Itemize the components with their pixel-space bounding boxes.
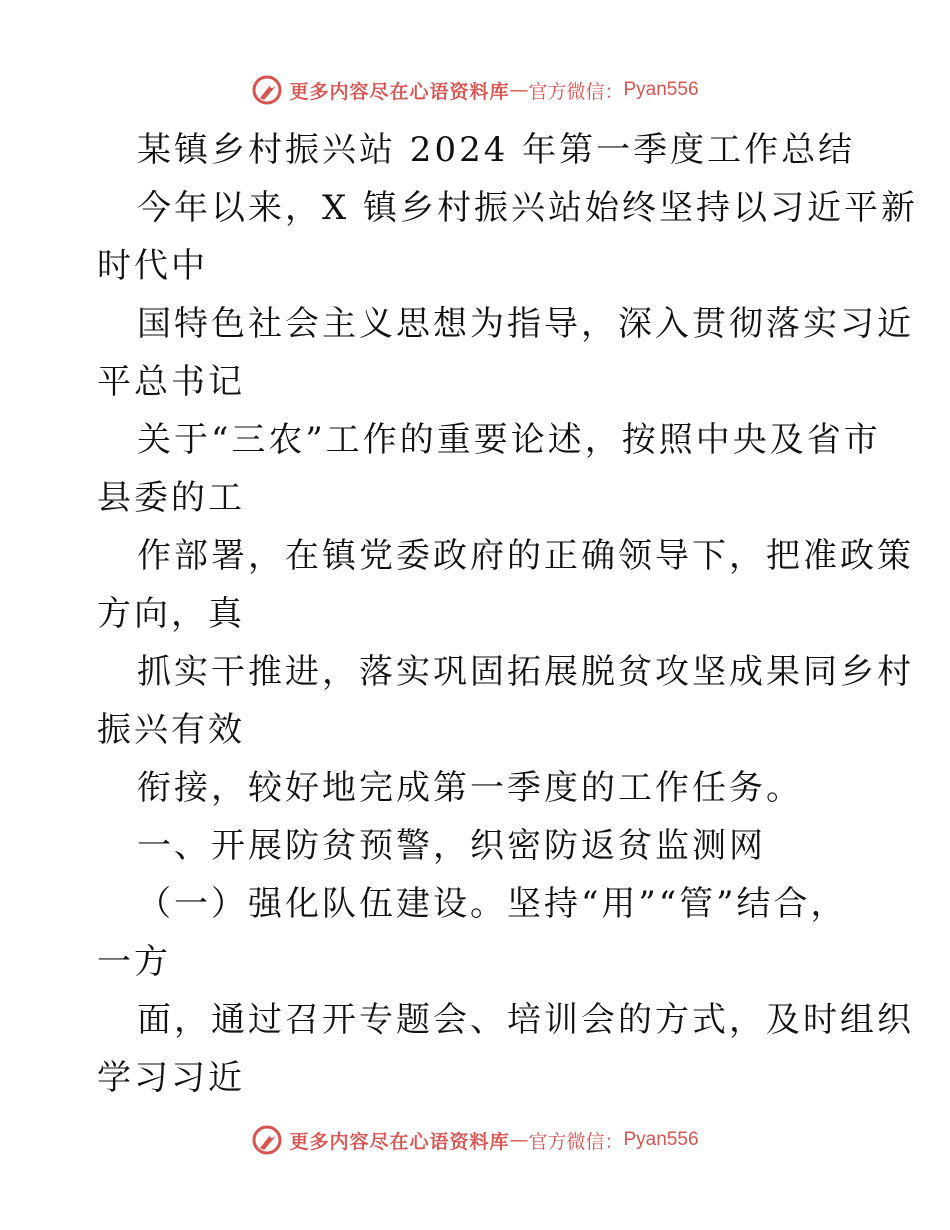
paragraph-line: 平总书记 <box>97 362 245 402</box>
watermark-official-label: 官方微信： <box>528 1130 624 1153</box>
paragraph-line: 振兴有效 <box>97 710 245 750</box>
paragraph-line: 时代中 <box>97 246 208 286</box>
paragraph-line: 衔接，较好地完成第一季度的工作任务。 <box>137 768 803 808</box>
paragraph-line: 学习习近 <box>97 1058 245 1098</box>
paragraph-line: （一）强化队伍建设。坚持“用”“管”结合， <box>137 884 848 924</box>
paragraph-line: 关于“三农”工作的重要论述，按照中央及省市 <box>137 420 881 460</box>
pen-nib-logo-icon <box>251 1124 283 1156</box>
watermark-handle: Pyan556 <box>623 1129 699 1150</box>
watermark-official-label: 官方微信： <box>528 80 624 103</box>
document-title: 某镇乡村振兴站 2024 年第一季度工作总结 <box>137 130 856 170</box>
watermark-header <box>0 70 950 110</box>
watermark-dash: — <box>509 1129 529 1151</box>
paragraph-line: 一方 <box>97 942 171 982</box>
paragraph-line: 国特色社会主义思想为指导，深入贯彻落实习近 <box>137 304 914 344</box>
watermark-brand-text: 更多内容尽在心语资料库 <box>289 80 510 103</box>
pen-nib-logo-icon <box>251 74 283 106</box>
paragraph-line: 今年以来，X 镇乡村振兴站始终坚持以习近平新 <box>137 188 919 228</box>
watermark-handle: Pyan556 <box>623 79 699 100</box>
paragraph-line: 面，通过召开专题会、培训会的方式，及时组织 <box>137 1000 914 1040</box>
watermark-brand-text: 更多内容尽在心语资料库 <box>289 1130 510 1153</box>
paragraph-line: 县委的工 <box>97 478 245 518</box>
watermark-footer <box>0 1120 950 1160</box>
document-body <box>97 121 919 1107</box>
paragraph-line: 抓实干推进，落实巩固拓展脱贫攻坚成果同乡村 <box>137 652 914 692</box>
section-heading: 一、开展防贫预警，织密防返贫监测网 <box>137 826 766 866</box>
watermark-dash: — <box>509 79 529 101</box>
paragraph-line: 作部署，在镇党委政府的正确领导下，把准政策 <box>137 536 914 576</box>
paragraph-line: 方向，真 <box>97 594 245 634</box>
